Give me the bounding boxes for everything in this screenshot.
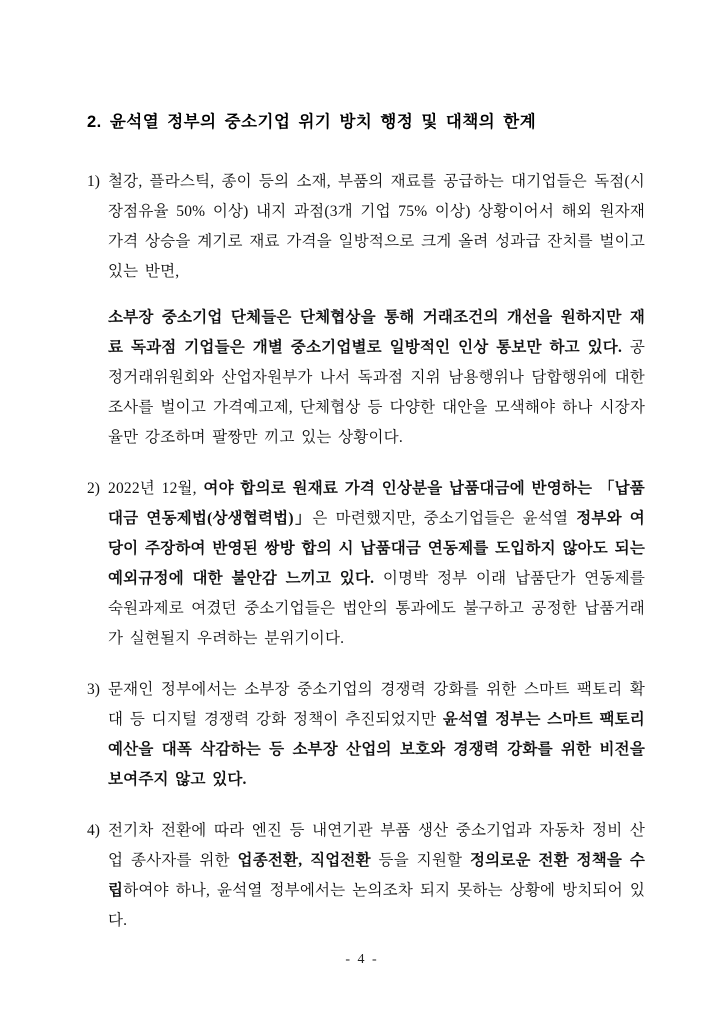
text-run: 철강, 플라스틱, 종이 등의 소재, 부품의 재료를 공급하는 대기업들은 독점(시장점유율 50% 이상) 내지 과점(3개 기업 75% 이상) 상황이어서 해외 원자재 가격 상승을 계기로 재료 가격을 일방적으로 크게 올려 성과급 잔치를 벌이고 있는 반면,: [108, 173, 645, 281]
paragraph-item: [87, 474, 645, 654]
text-run: 이명박 정부 이래 납품단가 연동제를 숙원과제로 여겼던 중소기업들은 법안의 통과에도 불구하고 공정한 납품거래가 실현될지 우려하는 분위기이다.: [108, 570, 645, 648]
page-number: - 4 -: [345, 952, 379, 967]
paragraph-block: [108, 167, 645, 287]
paragraph-block: [108, 303, 645, 453]
text-run-bold: 여야 합의로 원재료 가격 인상분을 납품대금에 반영하는 「납품대금 연동제법(상생협력법)」: [108, 480, 645, 528]
paragraph-item: [87, 167, 645, 453]
text-run-bold: 정부와 여당이 주장하여 반영된 쌍방 합의 시 납품대금 연동제를 도입하지 않아도 되는 예외규정에 대한 불안감 느끼고 있다.: [108, 510, 645, 588]
text-run: 등을 지원할: [370, 852, 470, 870]
text-run: 2022년 12월,: [108, 480, 204, 498]
paragraph-block: [108, 675, 645, 795]
paragraph-number: 1): [87, 173, 100, 191]
text-run-bold: 업종전환, 직업전환: [237, 852, 371, 870]
text-run: 은 마련했지만, 중소기업들은 윤석열: [312, 510, 577, 528]
paragraph-number: 4): [87, 822, 100, 840]
paragraph-number: 2): [87, 480, 100, 498]
page-title: 2. 윤석열 정부의 중소기업 위기 방치 행정 및 대책의 한계: [87, 113, 537, 131]
paragraph-item: [87, 675, 645, 795]
paragraph-list: [87, 167, 645, 936]
text-run: 공정거래위원회와 산업자원부가 나서 독과점 지위 남용행위나 담합행위에 대한 조사를 벌이고 가격예고제, 단체협상 등 다양한 대안을 모색해야 하나 시장자율만 강조하며 팔짱만 끼고 있는 상황이다.: [108, 339, 645, 447]
paragraph-number: 3): [87, 681, 100, 699]
text-run-bold: 정의로운 전환 정책을 수립: [108, 852, 645, 900]
paragraph-item: [87, 816, 645, 936]
paragraph-block: [108, 816, 645, 936]
paragraph-block: [108, 474, 645, 654]
text-run: 전기차 전환에 따라 엔진 등 내연기관 부품 생산 중소기업과 자동차 정비 산업 종사자를 위한: [108, 822, 645, 870]
text-run: 하여야 하나, 윤석열 정부에서는 논의조차 되지 못하는 상황에 방치되어 있다.: [108, 882, 645, 930]
text-run: 문재인 정부에서는 소부장 중소기업의 경쟁력 강화를 위한 스마트 팩토리 확대 등 디지털 경쟁력 강화 정책이 추진되었지만: [108, 681, 645, 729]
text-run-bold: 윤석열 정부는 스마트 팩토리 예산을 대폭 삭감하는 등 소부장 산업의 보호와 경쟁력 강화를 위한 비전을 보여주지 않고 있다.: [108, 711, 645, 789]
text-run-bold: 소부장 중소기업 단체들은 단체협상을 통해 거래조건의 개선을 원하지만 재료 독과점 기업들은 개별 중소기업별로 일방적인 인상 통보만 하고 있다.: [108, 309, 645, 357]
